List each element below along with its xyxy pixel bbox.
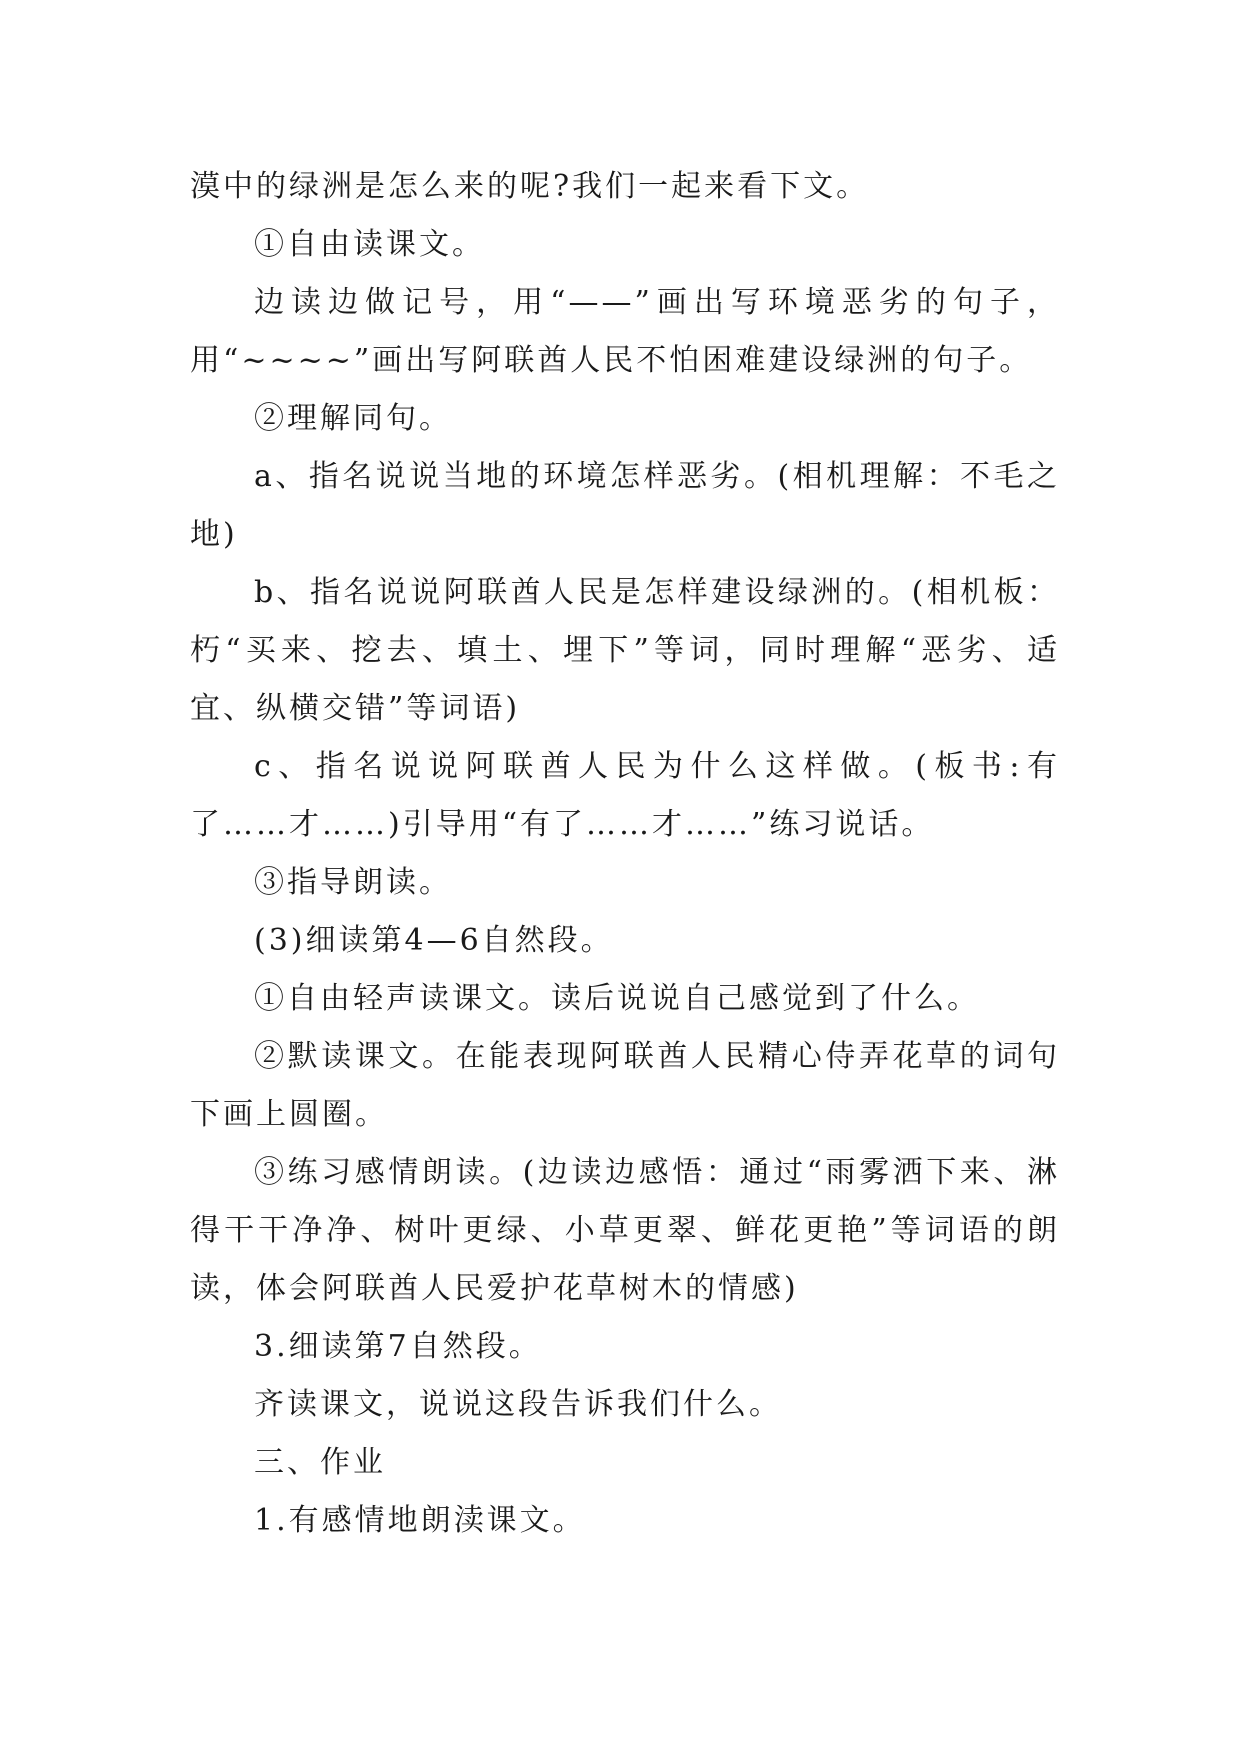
paragraph-section-7: 3.细读第7自然段。 <box>254 1329 542 1364</box>
document-body <box>190 158 1060 1550</box>
paragraph-homework-1: 1.有感情地朗渎课文。 <box>254 1503 586 1538</box>
paragraph-step-3: ③指导朗读。 <box>254 865 452 900</box>
heading-homework: 三、作业 <box>254 1445 386 1480</box>
paragraph-emotional-read: ③练习感情朗读。(边读边感悟：通过“雨雾洒下来、淋得干干净净、树叶更绿、小草更翠、鲜花更艳”等词语的朗读，体会阿联酋人民爱护花草树木的情感) <box>190 1155 1060 1306</box>
paragraph-item-c: c、指名说说阿联酋人民为什么这样做。(板书:有了……才……)引导用“有了……才……”练习说话。 <box>190 749 1060 842</box>
paragraph-section-3: (3)细读第4—6自然段。 <box>254 923 614 958</box>
paragraph-silent-read: ②默读课文。在能表现阿联酋人民精心侍弄花草的词句下画上圆圈。 <box>190 1039 1060 1132</box>
paragraph-marking-instructions: 边读边做记号，用“——”画出写环境恶劣的句子，用“~~~~”画出写阿联酋人民不怕困难建设绿洲的句子。 <box>190 285 1060 378</box>
paragraph-continuation: 漠中的绿洲是怎么来的呢?我们一起来看下文。 <box>190 169 870 204</box>
paragraph-step-2: ②理解同句。 <box>254 401 452 436</box>
paragraph-item-a: a、指名说说当地的环境怎样恶劣。(相机理解：不毛之地) <box>190 459 1060 552</box>
paragraph-step-1: ①自由读课文。 <box>254 227 485 262</box>
paragraph-read-aloud: ①自由轻声读课文。读后说说自己感觉到了什么。 <box>254 981 980 1016</box>
paragraph-item-b: b、指名说说阿联酋人民是怎样建设绿洲的。(相机板：朽“买来、挖去、填土、埋下”等词，同时理解“恶劣、适宜、纵横交错”等词语) <box>190 575 1060 726</box>
paragraph-group-read: 齐读课文，说说这段告诉我们什么。 <box>254 1387 782 1422</box>
